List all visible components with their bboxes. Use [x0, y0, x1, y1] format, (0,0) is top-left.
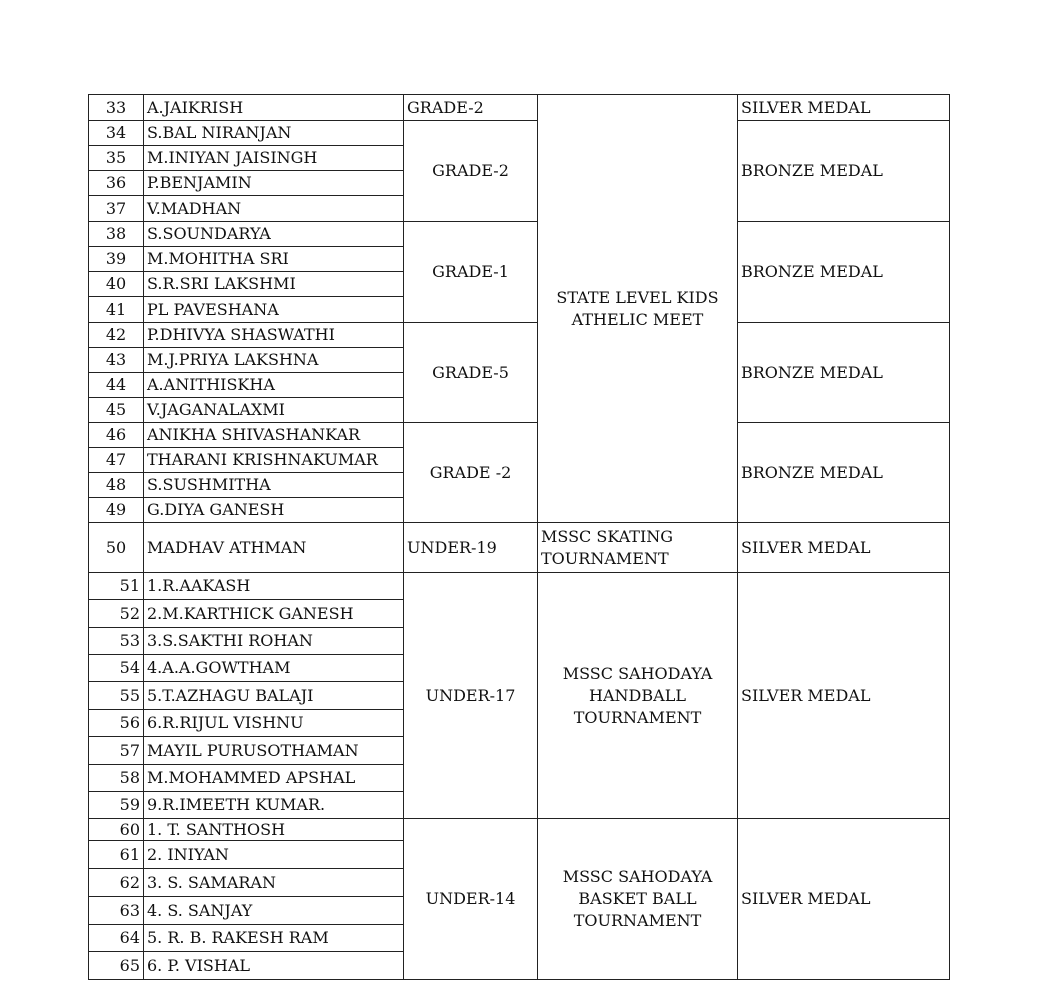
serial-number: 53: [89, 628, 144, 655]
achievements-table: [88, 94, 950, 980]
serial-number: 49: [89, 498, 144, 523]
table-row: [89, 323, 950, 348]
serial-number: 40: [89, 272, 144, 297]
serial-number: 56: [89, 710, 144, 737]
serial-number: 62: [89, 869, 144, 897]
student-name: M.MOHAMMED APSHAL: [144, 765, 404, 792]
student-name: S.SOUNDARYA: [144, 222, 404, 247]
category-cell: UNDER-17: [404, 573, 538, 819]
table-row: [89, 573, 950, 600]
medal-cell: BRONZE MEDAL: [738, 323, 950, 423]
student-name: M.MOHITHA SRI: [144, 247, 404, 272]
student-name: A.JAIKRISH: [144, 95, 404, 121]
event-cell: MSSC SAHODAYA BASKET BALL TOURNAMENT: [538, 819, 738, 980]
serial-number: 36: [89, 171, 144, 196]
medal-cell: SILVER MEDAL: [738, 95, 950, 121]
serial-number: 42: [89, 323, 144, 348]
serial-number: 33: [89, 95, 144, 121]
serial-number: 59: [89, 792, 144, 819]
serial-number: 39: [89, 247, 144, 272]
category-cell: GRADE-2: [404, 121, 538, 222]
student-name: 5.T.AZHAGU BALAJI: [144, 682, 404, 710]
student-name: V.MADHAN: [144, 196, 404, 222]
table-row: [89, 95, 950, 121]
serial-number: 44: [89, 373, 144, 398]
medal-cell: BRONZE MEDAL: [738, 222, 950, 323]
category-cell: GRADE -2: [404, 423, 538, 523]
event-cell: MSSC SAHODAYA HANDBALL TOURNAMENT: [538, 573, 738, 819]
serial-number: 50: [89, 523, 144, 573]
event-cell: MSSC SKATING TOURNAMENT: [538, 523, 738, 573]
table-row: [89, 423, 950, 448]
table-row: [89, 222, 950, 247]
student-name: 3. S. SAMARAN: [144, 869, 404, 897]
serial-number: 35: [89, 146, 144, 171]
serial-number: 61: [89, 841, 144, 869]
serial-number: 37: [89, 196, 144, 222]
medal-cell: SILVER MEDAL: [738, 523, 950, 573]
student-name: MADHAV ATHMAN: [144, 523, 404, 573]
medal-cell: SILVER MEDAL: [738, 573, 950, 819]
medal-cell: SILVER MEDAL: [738, 819, 950, 980]
student-name: 5. R. B. RAKESH RAM: [144, 925, 404, 952]
student-name: S.SUSHMITHA: [144, 473, 404, 498]
student-name: THARANI KRISHNAKUMAR: [144, 448, 404, 473]
student-name: 1. T. SANTHOSH: [144, 819, 404, 841]
student-name: 2.M.KARTHICK GANESH: [144, 600, 404, 628]
category-cell: GRADE-5: [404, 323, 538, 423]
serial-number: 47: [89, 448, 144, 473]
category-cell: GRADE-1: [404, 222, 538, 323]
student-name: 4. S. SANJAY: [144, 897, 404, 925]
serial-number: 57: [89, 737, 144, 765]
student-name: V.JAGANALAXMI: [144, 398, 404, 423]
serial-number: 55: [89, 682, 144, 710]
serial-number: 48: [89, 473, 144, 498]
serial-number: 60: [89, 819, 144, 841]
student-name: M.INIYAN JAISINGH: [144, 146, 404, 171]
student-name: 6. P. VISHAL: [144, 952, 404, 980]
category-cell: UNDER-14: [404, 819, 538, 980]
serial-number: 63: [89, 897, 144, 925]
serial-number: 34: [89, 121, 144, 146]
student-name: P.BENJAMIN: [144, 171, 404, 196]
student-name: M.J.PRIYA LAKSHNA: [144, 348, 404, 373]
category-cell: GRADE-2: [404, 95, 538, 121]
serial-number: 38: [89, 222, 144, 247]
serial-number: 52: [89, 600, 144, 628]
student-name: G.DIYA GANESH: [144, 498, 404, 523]
table-row: [89, 523, 950, 573]
serial-number: 41: [89, 297, 144, 323]
student-name: 1.R.AAKASH: [144, 573, 404, 600]
serial-number: 58: [89, 765, 144, 792]
medal-cell: BRONZE MEDAL: [738, 121, 950, 222]
student-name: 2. INIYAN: [144, 841, 404, 869]
student-name: S.R.SRI LAKSHMI: [144, 272, 404, 297]
student-name: MAYIL PURUSOTHAMAN: [144, 737, 404, 765]
student-name: 4.A.A.GOWTHAM: [144, 655, 404, 682]
table-row: [89, 819, 950, 841]
serial-number: 64: [89, 925, 144, 952]
table-row: [89, 121, 950, 146]
student-name: 9.R.IMEETH KUMAR.: [144, 792, 404, 819]
medal-cell: BRONZE MEDAL: [738, 423, 950, 523]
event-cell: STATE LEVEL KIDS ATHELIC MEET: [538, 95, 738, 523]
serial-number: 46: [89, 423, 144, 448]
category-cell: UNDER-19: [404, 523, 538, 573]
serial-number: 45: [89, 398, 144, 423]
student-name: ANIKHA SHIVASHANKAR: [144, 423, 404, 448]
serial-number: 51: [89, 573, 144, 600]
student-name: PL PAVESHANA: [144, 297, 404, 323]
student-name: P.DHIVYA SHASWATHI: [144, 323, 404, 348]
serial-number: 43: [89, 348, 144, 373]
student-name: A.ANITHISKHA: [144, 373, 404, 398]
student-name: 6.R.RIJUL VISHNU: [144, 710, 404, 737]
serial-number: 65: [89, 952, 144, 980]
student-name: S.BAL NIRANJAN: [144, 121, 404, 146]
serial-number: 54: [89, 655, 144, 682]
student-name: 3.S.SAKTHI ROHAN: [144, 628, 404, 655]
